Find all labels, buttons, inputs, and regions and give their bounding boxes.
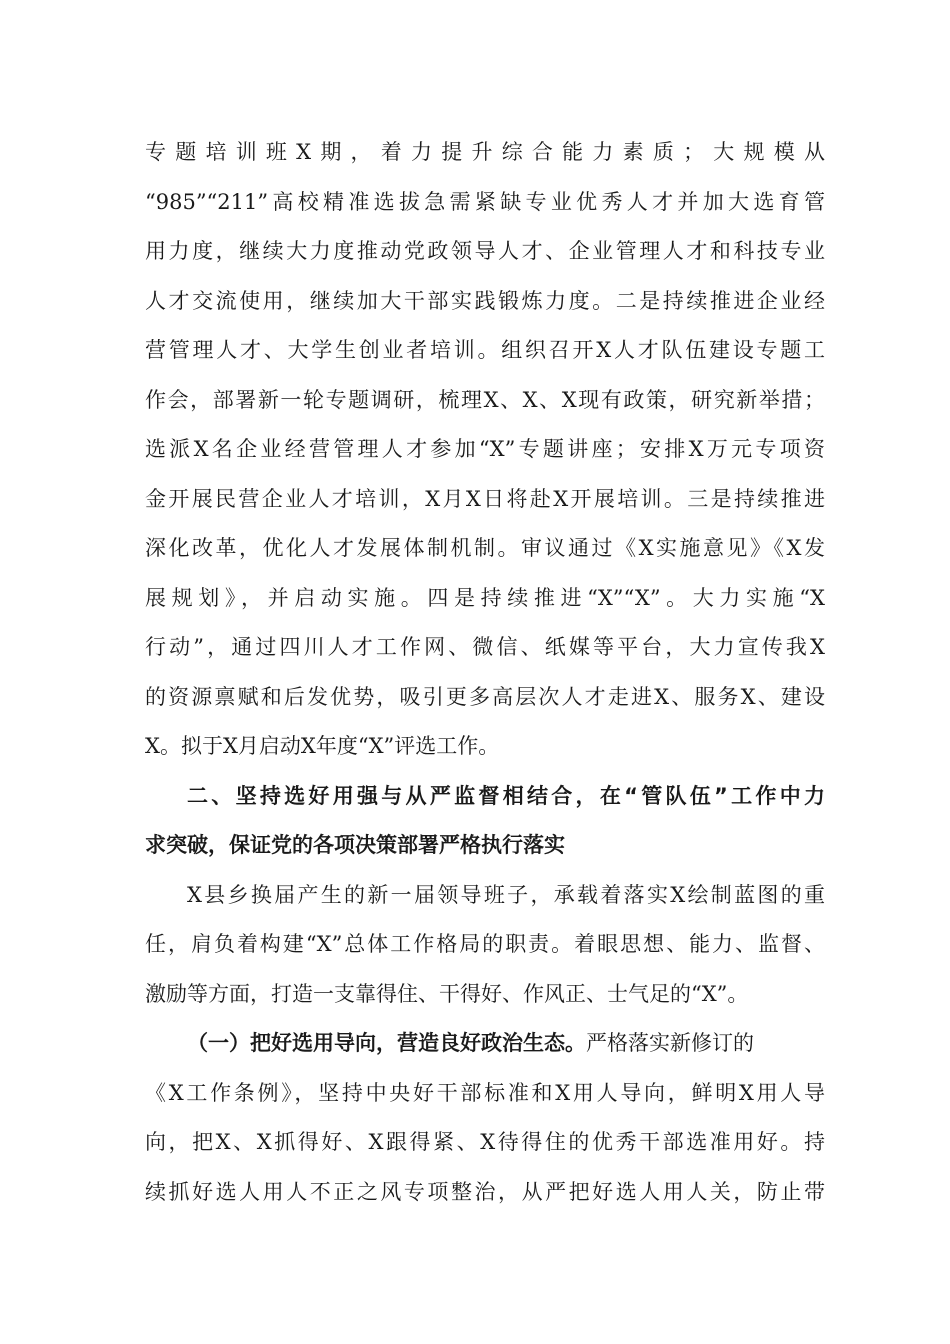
body-line: “985”“211”高校精准选拔急需紧缺专业优秀人才并加大选育管 — [145, 189, 825, 214]
body-line: 展规划》，并启动实施。四是持续推进“X”“X”。大力实施“X — [145, 585, 825, 610]
body-line: X。拟于X月启动X年度“X”评选工作。 — [145, 734, 500, 758]
body-line: X县乡换届产生的新一届领导班子，承载着落实X绘制蓝图的重 — [187, 882, 825, 907]
body-line: 激励等方面，打造一支靠得住、干得好、作风正、士气足的“X”。 — [145, 981, 749, 1006]
body-line: 营管理人才、大学生创业者培训。组织召开X人才队伍建设专题工 — [145, 338, 825, 362]
subsection-text: 严格落实新修订的 — [586, 1031, 754, 1055]
body-line: 人才交流使用，继续加大干部实践锻炼力度。二是持续推进企业经 — [145, 288, 825, 313]
body-line: 向，把X、X抓得好、X跟得紧、X待得住的优秀干部选准用好。持 — [145, 1130, 825, 1154]
body-line: 的资源禀赋和后发优势，吸引更多高层次人才走进X、服务X、建设 — [145, 684, 825, 709]
subsection-heading: （一）把好选用导向，营造良好政治生态。 — [187, 1031, 586, 1055]
body-line: 专题培训班X期，着力提升综合能力素质；大规模从 — [145, 140, 825, 164]
body-line: 《X工作条例》，坚持中央好干部标准和X用人导向，鲜明X用人导 — [145, 1080, 825, 1105]
document-body — [145, 128, 825, 1217]
body-line: 用力度，继续大力度推动党政领导人才、企业管理人才和科技专业 — [145, 239, 825, 263]
body-line: 续抓好选人用人不正之风专项整治，从严把好选人用人关，防止带 — [145, 1179, 825, 1204]
body-line: 任，肩负着构建“X”总体工作格局的职责。着眼思想、能力、监督、 — [145, 932, 825, 956]
body-line: 金开展民营企业人才培训，X月X日将赴X开展培训。三是持续推进 — [145, 486, 825, 511]
body-line: 深化改革，优化人才发展体制机制。审议通过《X实施意见》《X发 — [145, 536, 825, 560]
subsection-line — [145, 1019, 825, 1069]
body-line: 选派X名企业经营管理人才参加“X”专题讲座；安排X万元专项资 — [145, 437, 825, 461]
section-heading-line: 二、坚持选好用强与从严监督相结合，在“管队伍”工作中力 — [187, 783, 825, 808]
body-line: 作会，部署新一轮专题调研，梳理X、X、X现有政策，研究新举措； — [145, 387, 825, 412]
body-line: 行动”，通过四川人才工作网、微信、纸媒等平台，大力宣传我X — [145, 635, 825, 659]
section-heading-line: 求突破，保证党的各项决策部署严格执行落实 — [145, 833, 565, 857]
